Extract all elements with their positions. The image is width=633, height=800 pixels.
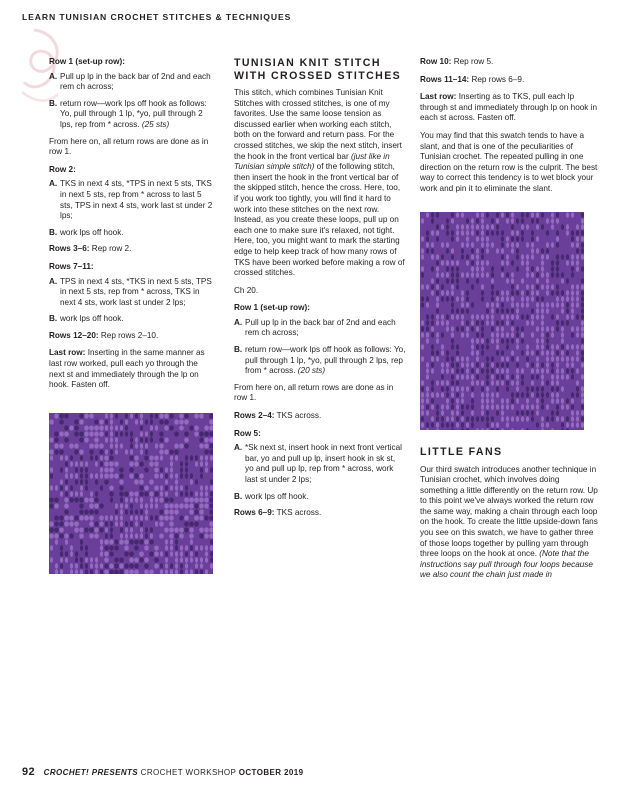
instruction-step: A. Pull up lp in the back bar of 2nd and each rem ch across; <box>234 317 396 338</box>
row-heading: Row 5: <box>234 428 261 438</box>
paragraph: Our third swatch introduces another technique in Tunisian crochet, which involves doing something a little differently on the return row. Up to this point we've always worked the return row the same way, making a chain through each loop on the hook. To create the little upside-down fans you see on this swatch, we have to gather three of those loops together by pulling yarn through three loops on the hook at once. (Note that the instructions say pull through four loops because we also count the chain just made in <box>420 464 598 580</box>
section-title: LITTLE FANS <box>420 446 503 458</box>
instruction-step: A. TKS in next 4 sts, *TPS in next 5 sts, TKS in next 5 sts, rep from * across to last 5 sts, TPS in next 4 sts, work last st under 2 lps; <box>49 179 213 221</box>
instruction-step: B. work lps off hook. <box>234 491 309 501</box>
section-title: TUNISIAN KNIT STITCH WITH CROSSED STITCHES <box>234 57 402 82</box>
instruction-step: A. *Sk next st, insert hook in next front vertical bar, yo and pull up lp, insert hook in sk st, yo and pull up lp, rep from * across, work last st under 2 lps; <box>234 443 402 484</box>
page-footer <box>22 766 303 778</box>
footer-date: OCTOBER 2019 <box>238 768 304 777</box>
paragraph: Rows 12–20: Rep rows 2–10. <box>49 330 159 340</box>
paragraph: Last row: Inserting in the same manner as last row worked, pull each yo through the next st and immediately through the lp on hook. Fasten off. <box>49 348 205 390</box>
paragraph: Ch 20. <box>234 285 259 295</box>
footer-brand: CROCHET! PRESENTS <box>43 768 139 777</box>
paragraph: From here on, all return rows are done as in row 1. <box>49 136 209 157</box>
swatch-photo-knit-purl <box>49 413 213 574</box>
row-heading: Row 1 (set-up row): <box>234 303 310 313</box>
instruction-step: B. return row—work lps off hook as follows: Yo, pull through 1 lp, *yo, pull through 2 lps, rep from * across. (25 sts) <box>49 98 207 129</box>
instruction-step: B. return row—work lps off hook as follows: Yo, pull through 1 lp, *yo, pull through 2 lps, rep from * across. (20 sts) <box>234 345 406 376</box>
paragraph: You may find that this swatch tends to have a slant, and that is one of the peculiarities of Tunisian crochet. The repeated pulling in one direction on the return row is the culprit. The best way to correct this tendency is to wet block your work and pin it to eliminate the slant. <box>420 130 598 193</box>
paragraph: Rows 11–14: Rep rows 6–9. <box>420 74 525 84</box>
instruction-step: B. work lps off hook. <box>49 227 124 237</box>
paragraph: From here on, all return rows are done as in row 1. <box>234 382 394 403</box>
paragraph: Last row: Inserting as to TKS, pull each lp through st and immediately through lp on hook in each st across. Fasten off. <box>420 92 598 123</box>
row-heading: Rows 7–11: <box>49 261 94 271</box>
running-header: LEARN TUNISIAN CROCHET STITCHES & TECHNIQUES <box>22 12 292 22</box>
paragraph: Row 10: Rep row 5. <box>420 57 494 66</box>
instruction-step: A. Pull up lp in the back bar of 2nd and each rem ch across; <box>49 71 211 92</box>
swatch-photo-crossed-stitches <box>420 212 584 430</box>
paragraph: Rows 3–6: Rep row 2. <box>49 244 132 254</box>
row-heading: Row 1 (set-up row): <box>49 57 125 66</box>
paragraph: Rows 2–4: TKS across. <box>234 411 322 421</box>
little-fans-section <box>420 446 598 588</box>
column-3 <box>420 57 598 202</box>
paragraph: This stitch, which combines Tunisian Knit Stitches with crossed stitches, is one of my favorites. Use the same loose tension as discussed earlier when working each stitch, both on the forward and return pass. For the crossed stitches, we skip the next stitch, insert the hook in the front vertical bar (just like in Tunisian simple stitch) of the following stitch, then insert the hook in the front vertical bar of the skipped stitch, hence the cross. Here, too, if you work too tightly, you will find it hard to work into these stitches on the next row. Instead, as you create these loops, pull up on each one to make sure it's relaxed, not tight. Here, too, you might want to mark the starting edge to help keep track of how many rows of TKS have been worked before making a row of crossed stitches. <box>234 88 405 278</box>
footer-issue: CROCHET WORKSHOP <box>140 768 237 777</box>
paragraph: Rows 6–9: TKS across. <box>234 508 322 518</box>
page-number: 92 <box>22 766 36 778</box>
row-heading: Row 2: <box>49 164 76 174</box>
column-1 <box>49 57 214 398</box>
instruction-step: A. TPS in next 4 sts, *TKS in next 5 sts, TPS in next 5 sts, rep from * across, TKS in next 4 sts, work last st under 2 lps; <box>49 276 212 307</box>
column-2 <box>234 57 406 526</box>
instruction-step: B. work lps off hook. <box>49 314 124 324</box>
